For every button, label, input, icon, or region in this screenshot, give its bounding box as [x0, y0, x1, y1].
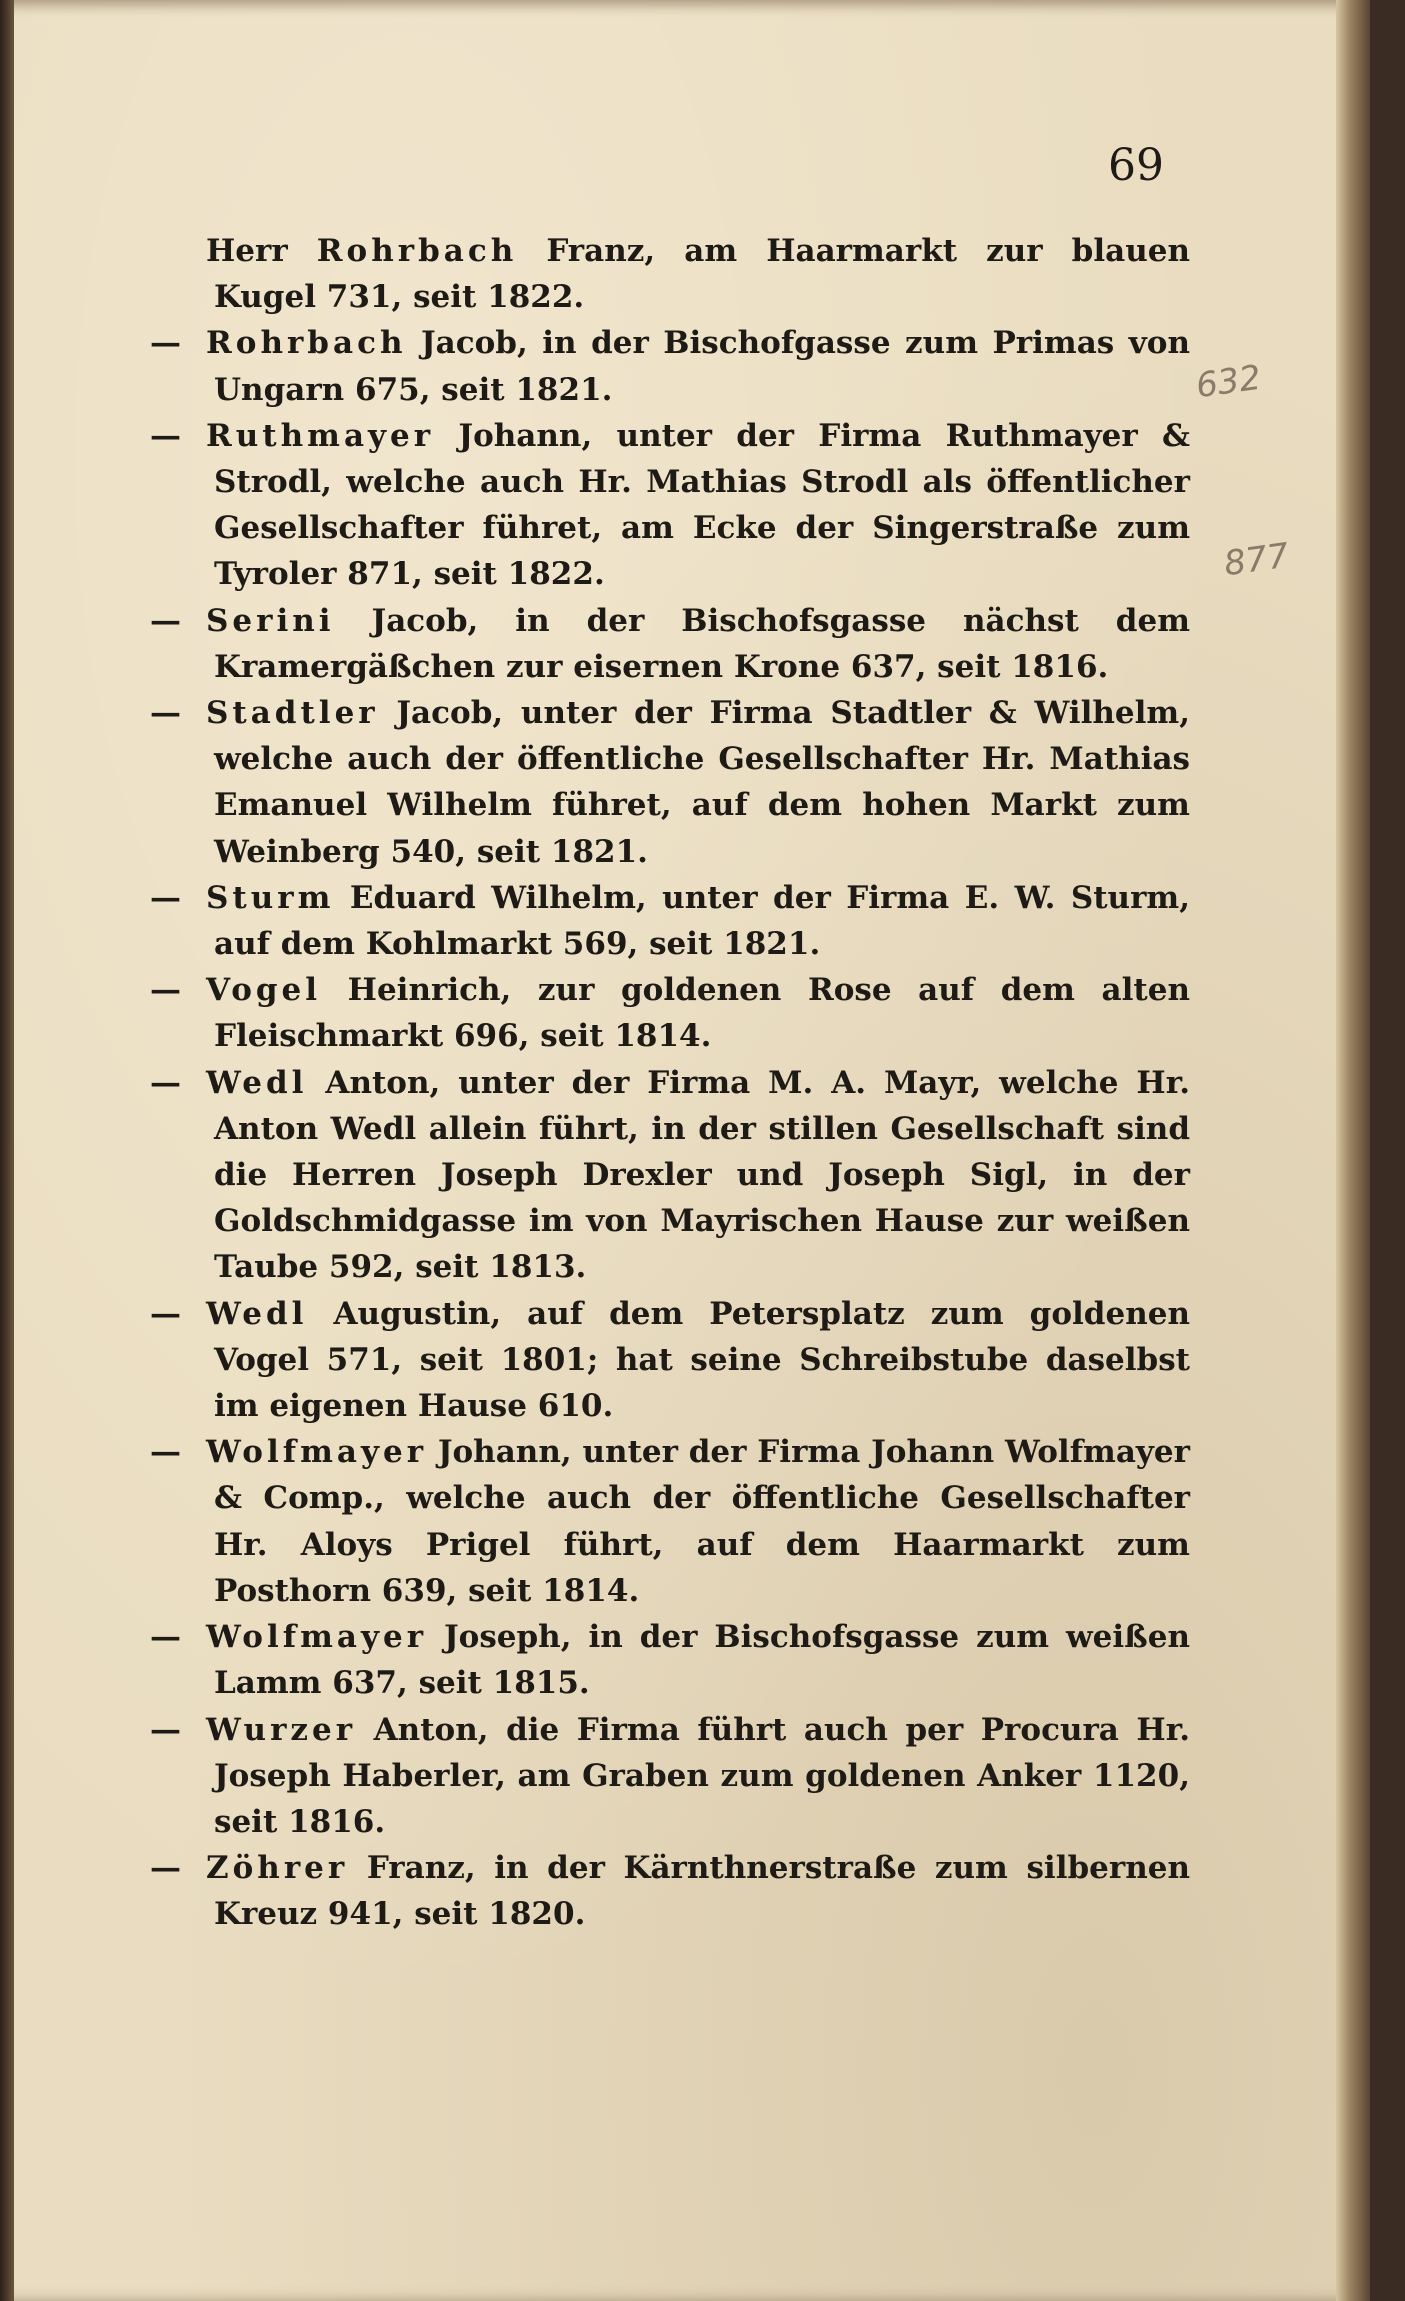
- entry-name: Wolfmayer: [206, 1434, 428, 1471]
- entry-dash: —: [150, 1850, 181, 1887]
- margin-note: 632: [1193, 357, 1264, 407]
- entry-name: Zöhrer: [206, 1850, 349, 1887]
- list-item: [150, 1291, 1190, 1430]
- entry-text: Heinrich, zur goldenen Rose auf dem alten Fleischmarkt 696, seit 1814.: [214, 972, 1190, 1055]
- entry-text: Augustin, auf dem Petersplatz zum goldenen Vogel 571, seit 1801; hat seine Schreibstube daselbst im eigenen Hause 610.: [214, 1295, 1190, 1425]
- page-gutter-shadow: [0, 0, 14, 2301]
- entry-name: Sturm: [206, 879, 335, 916]
- entry-name: Wedl: [206, 1064, 308, 1101]
- merchant-list: [150, 228, 1190, 1938]
- list-item: [150, 875, 1190, 967]
- entry-text: Anton, die Firma führt auch per Procura Hr. Joseph Haberler, am Graben zum goldenen Anker 1120, seit 1816.: [214, 1711, 1190, 1840]
- entry-text: Franz, am Haarmarkt zur blauen Kugel 731, seit 1822.: [214, 233, 1190, 316]
- entry-text: Franz, in der Kärnthnerstraße zum silbernen Kreuz 941, seit 1820.: [214, 1850, 1190, 1933]
- entry-dash: —: [150, 1711, 181, 1748]
- list-item: [150, 413, 1190, 598]
- entry-text: Jacob, in der Bischofsgasse nächst dem Kramergäßchen zur eisernen Krone 637, seit 1816.: [214, 602, 1190, 685]
- entry-text: Joseph, in der Bischofsgasse zum weißen Lamm 637, seit 1815.: [214, 1619, 1190, 1702]
- entry-name: Vogel: [206, 972, 322, 1009]
- list-item: [150, 690, 1190, 875]
- entry-dash: —: [150, 1064, 181, 1101]
- entry-name: Wurzer: [206, 1711, 357, 1748]
- entry-text: Eduard Wilhelm, unter der Firma E. W. Sturm, auf dem Kohlmarkt 569, seit 1821.: [214, 879, 1190, 963]
- entry-dash: —: [150, 1295, 181, 1332]
- entry-text: Jacob, unter der Firma Stadtler & Wilhelm, welche auch der öffentliche Gesellschafter Hr. Mathias Emanuel Wilhelm führet, auf dem hohen Markt zum Weinberg 540, seit 1821.: [214, 695, 1190, 870]
- list-item: [150, 967, 1190, 1059]
- margin-note: 877: [1221, 535, 1292, 585]
- entry-prefix: Herr: [206, 233, 317, 269]
- list-item: [150, 1060, 1190, 1291]
- entry-name: Rohrbach: [206, 325, 407, 362]
- list-item: [150, 1614, 1190, 1706]
- entry-dash: —: [150, 972, 181, 1009]
- list-item: [150, 1429, 1190, 1614]
- entry-name: Wolfmayer: [206, 1619, 428, 1656]
- entry-text: Anton, unter der Firma M. A. Mayr, welche Hr. Anton Wedl allein führt, in der stillen Gesellschaft sind die Herren Joseph Drexler und Joseph Sigl, in der Goldschmidgasse im von Mayrischen Hause zur weißen Taube 592, seit 1813.: [214, 1064, 1190, 1286]
- list-item: [150, 598, 1190, 690]
- entry-dash: —: [150, 1434, 181, 1471]
- list-item: [150, 320, 1190, 412]
- page-number: 69: [1108, 140, 1164, 191]
- entry-text: Johann, unter der Firma Johann Wolfmayer & Comp., welche auch der öffentliche Gesellschafter Hr. Aloys Prigel führt, auf dem Haarmarkt zum Posthorn 639, seit 1814.: [214, 1434, 1190, 1609]
- list-item: [150, 1845, 1190, 1937]
- entry-name: Wedl: [206, 1295, 308, 1332]
- entry-name: Stadtler: [206, 695, 379, 732]
- entry-name: Serini: [206, 602, 335, 639]
- entry-text: Johann, unter der Firma Ruthmayer & Strodl, welche auch Hr. Mathias Strodl als öffentlicher Gesellschafter führet, am Ecke der Singerstraße zum Tyroler 871, seit 1822.: [214, 417, 1190, 593]
- entry-dash: —: [150, 695, 181, 732]
- entry-dash: —: [150, 879, 181, 916]
- list-item: [150, 228, 1190, 320]
- page-edge: [1336, 0, 1370, 2301]
- entry-name: Rohrbach: [316, 233, 518, 269]
- entry-dash: —: [150, 1619, 181, 1656]
- entry-dash: —: [150, 417, 181, 454]
- entry-name: Ruthmayer: [206, 417, 435, 454]
- list-item: [150, 1707, 1190, 1846]
- entry-dash: —: [150, 602, 181, 639]
- entry-text: Jacob, in der Bischofgasse zum Primas von Ungarn 675, seit 1821.: [214, 325, 1190, 408]
- entry-dash: —: [150, 325, 181, 362]
